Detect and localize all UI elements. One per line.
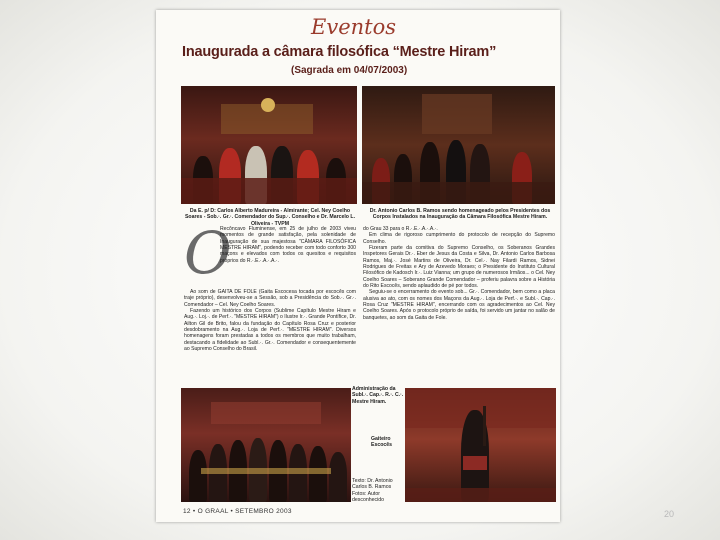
- photo-homage: [362, 86, 555, 204]
- photo-caption-left: Da E. p/ D: Carlos Alberto Madureira - Almirante; Cel. Ney Coelho Soares - Sob.·. Gr.·. Comendador do Sup.·. Conselho e Dr. Marcelo L. Oliveira - TVPM: [184, 208, 356, 227]
- paragraph: Ao som de GAITA DE FOLE (Gaita Escocesa tocada por escocês com traje próprio), desenvolveu-se a Sessão, sob a Presidência do Sob.·. Gr.·. Comendador – Cel. Ney Coelho Soares.: [184, 289, 356, 308]
- article-headline: Inaugurada a câmara filosófica “Mestre Hiram”: [182, 44, 497, 60]
- article-subhead: (Sagrada em 04/07/2003): [291, 65, 408, 76]
- scanned-magazine-page: [156, 10, 560, 522]
- article-column-left: [184, 289, 356, 385]
- photo-caption-piper: Gaiteiro Escocês: [371, 436, 393, 449]
- photo-caption-right: Dr. Antonio Carlos B. Ramos sendo homenageado pelos Presidentes dos Corpos Instalados na Inauguração da Câmara Filosófica Mestre Hiram.: [369, 208, 551, 221]
- paragraph: do Grau 33 para o R.·.E.·.A.·.A.·.: [363, 226, 438, 232]
- paragraph: Recôncavo Fluminense, em 25 de julho de 2003 viveu momentos de grande satisfação, pela solenidade de Inauguração de sua majestosa "CÂMARA FILOSÓFICA MESTRE HIRAM", podendo receber com todo conforto 300 maçons e elevados com todos os quesitos e requisitos próprios do R.·.E.·.A.·.A.·.: [220, 226, 356, 264]
- photo-credits: Texto: Dr. Antonio Carlos B. Ramos Fotos: Autor desconhecido: [352, 478, 393, 503]
- article-column-right: [363, 226, 555, 386]
- drop-cap: O: [184, 219, 232, 287]
- paragraph: Fazendo um histórico dos Corpos (Sublime Capítulo Mestre Hiram e Aug.·. Loj.·. de Perf.·. "MESTRE HIRAM") o Ilustre Ir.·. Grande Pontífice, Dr. Ailton Gil de Brito, falou da fundação do Capítulo Rosa Cruz e posterior desdobramento na Aug.·. Loja de Perf.·. "MESTRE HIRAM". Diversos homenagens foram prestadas a todos os membros que muito trabalham, destacando a fidelidade ao Subl.·. Gr.·. Comendador e consequentemente ao Supremo Conselho do Brasil.: [184, 308, 356, 353]
- photo-caption-administration: Administração da Subl.·. Cap.·. R.·. C.·. Mestre Hiram.: [352, 386, 404, 405]
- paragraph: Seguiu-se o encerramento do evento sob... Gr.·. Comendador, bem como a placa alusiva ao ato, com os nomes dos Maçons da Aug.·. Loja de Perf.·. e Subl.·. Cap.·. Rosa Cruz "MESTRE HIRAM", encerrando com os agradecimentos ao Cel. Ney Coelho Soares. Após o protocolo próprio de saída, foi servido um jantar no salão de banquetes, ao som da Gaita de Fole.: [363, 289, 555, 321]
- paragraph: Em clima de rigoroso cumprimento do protocolo de recepção do Supremo Conselho.: [363, 232, 555, 245]
- section-title: Eventos: [311, 15, 397, 39]
- slide-page-number: 20: [664, 509, 675, 519]
- photo-administration: [181, 388, 351, 502]
- photo-bagpiper: [405, 388, 556, 502]
- paragraph: Fizeram parte da comitiva do Supremo Conselho, os Soberanos Grandes Inspetores Gerais Dr.·. Eber de Jesus da Costa e Silva, Dr. Antonio Carlos Barbosa Ramos, Maj.·. José Martins de Oliveira, Dr. Cel.·. Nay Filardi Ramos, Sidnei Rodrigues de Freitas e Ary de Azevedo Moraes; o Presidente do Instituto Cultural Filosófico de Kadosch Ir.·. Luiz Vianna; um grupo de numerosos Irmãos... o Cel. Ney Coelho Soares – Soberano Grande Comendador – proferiu palavra sobre a História do Rito Escocês, sendo aplaudido de pé por todos.: [363, 245, 555, 290]
- page-footer: 12 • O GRAAL • SETEMBRO 2003: [183, 508, 292, 515]
- photo-ceremony-table: [181, 86, 357, 204]
